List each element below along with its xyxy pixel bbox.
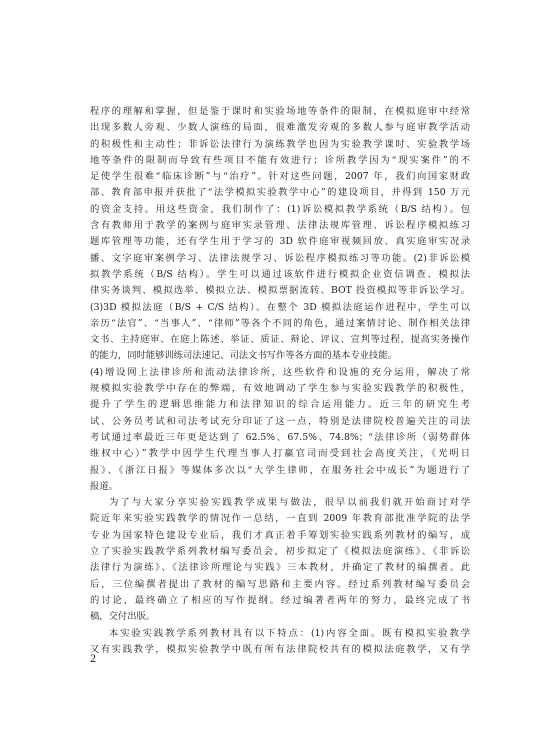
text-line: 的能力，同时能够训练司法速记、司法文书写作等各方面的基本专业技能。 [90, 350, 397, 362]
text-line: 考试通过率最近三年更是达到了 62.5%、67.5%、74.8%；“法律诊所（弱势群体 [90, 431, 470, 443]
text-line: 地等条件的限制而导致有些项目不能有效进行；诊所教学因为“现实案件”的不 [90, 154, 470, 166]
body-text [90, 104, 470, 658]
page-number: 2 [90, 651, 96, 665]
text-line: 题库管理等功能，还有学生用于学习的 3D 软件庭审视频回放、真实庭审实况录 [90, 236, 470, 248]
text-line: 文书、主持庭审、在庭上陈述、举证、质证、辩论、评议、宣判等过程，提高实务操作 [90, 334, 470, 346]
text-line: 试、公务员考试和司法考试充分印证了这一点，特别是法律院校普遍关注的司法 [90, 415, 470, 427]
text-line: 律实务谈判、模拟选举、模拟立法、模拟票据流转、BOT 投资模拟等非诉讼学习。 [90, 285, 470, 297]
text-line: 的资金支持。用这些资金，我们制作了：(1)诉讼模拟教学系统（B/S 结构）。包 [90, 203, 470, 215]
text-line: 含有教师用于教学的案例与庭审实录管理、法律法规库管理、诉讼程序模拟练习 [90, 220, 470, 232]
text-line: 提升了学生的逻辑思维能力和法律知识的综合运用能力。近三年的研究生考 [90, 399, 470, 411]
text-line: 报道。 [90, 480, 118, 492]
text-line: 播、文字庭审案例学习、法律法规学习、诉讼程序模拟练习等功能。(2)非诉讼模 [90, 252, 470, 264]
text-line: 稿，交付出版。 [90, 611, 156, 623]
text-line: 拟教学系统（B/S 结构）。学生可以通过该软件进行模拟企业资信调查、模拟法 [90, 268, 470, 280]
text-line: 出现多数人旁观、少数人演练的局面，很难激发旁观的多数人参与庭审教学活动 [90, 122, 470, 134]
text-line: 规模拟实验教学中存在的弊端，有效地调动了学生参与实验实践教学的积极性， [90, 383, 470, 395]
text-line: 专业为国家特色建设专业后，我们才真正着手筹划实验实践系列教材的编写，成 [90, 529, 470, 541]
text-line: 院近年来实验实践教学的情况作一总结，一直到 2009 年教育部批准学院的法学 [90, 513, 470, 525]
text-line: 程序的理解和掌握，但是鉴于课时和实验场地等条件的限制，在模拟庭审中经常 [90, 106, 470, 117]
text-line: 的讨论，最终确立了相应的写作提纲。经过编著者两年的努力，最终完成了书 [90, 594, 470, 606]
text-line: 后，三位编撰者提出了教材的编写思路和主要内容。经过系列教材编写委员会 [90, 578, 470, 590]
text-line: (3)3D 模拟法庭（B/S + C/S 结构）。在整个 3D 模拟法庭运作进程中，学生可以 [90, 301, 470, 313]
text-line: 又有实践教学，模拟实验教学中既有所有法律院校共有的模拟法庭教学，又有学 [90, 643, 470, 655]
text-line: 亲历“法官”、“当事人”、“律师”等各个不同的角色，通过案情讨论、制作相关法律 [90, 317, 470, 329]
text-line: 报》、《浙江日报》等媒体多次以“大学生律师，在服务社会中成长”为题进行了 [90, 464, 470, 476]
text-line: 的积极性和主动性；非诉讼法律行为演练教学也因为实验教学课时、实验教学场 [90, 138, 470, 150]
text-line: 为了与大家分享实验实践教学成果与做法，很早以前我们就开始商讨对学 [109, 497, 470, 509]
text-line: 法律行为演练》、《法律诊所理论与实践》三本教材，并确定了教材的编撰者。此 [90, 562, 470, 574]
text-line: 足使学生很难“临床诊断”与“治疗”。针对这些问题，2007 年，我们向国家财政 [90, 171, 470, 183]
text-line: (4)增设网上法律诊所和流动法律诊所，这些软件和设施的充分运用，解决了常 [90, 366, 470, 378]
text-line: 部、教育部申报并获批了“法学模拟实验教学中心”的建设项目，并得到 150 万元 [90, 187, 470, 199]
text-line: 本实验实践教学系列教材具有以下特点：(1)内容全面。既有模拟实验教学 [109, 627, 470, 639]
text-line: 维权中心）”教学中因学生代理当事人打赢官司而受到社会高度关注，《光明日 [90, 448, 470, 460]
text-line: 立了实验实践教学系列教材编写委员会，初步拟定了《模拟法庭演练》、《非诉讼 [90, 546, 470, 558]
